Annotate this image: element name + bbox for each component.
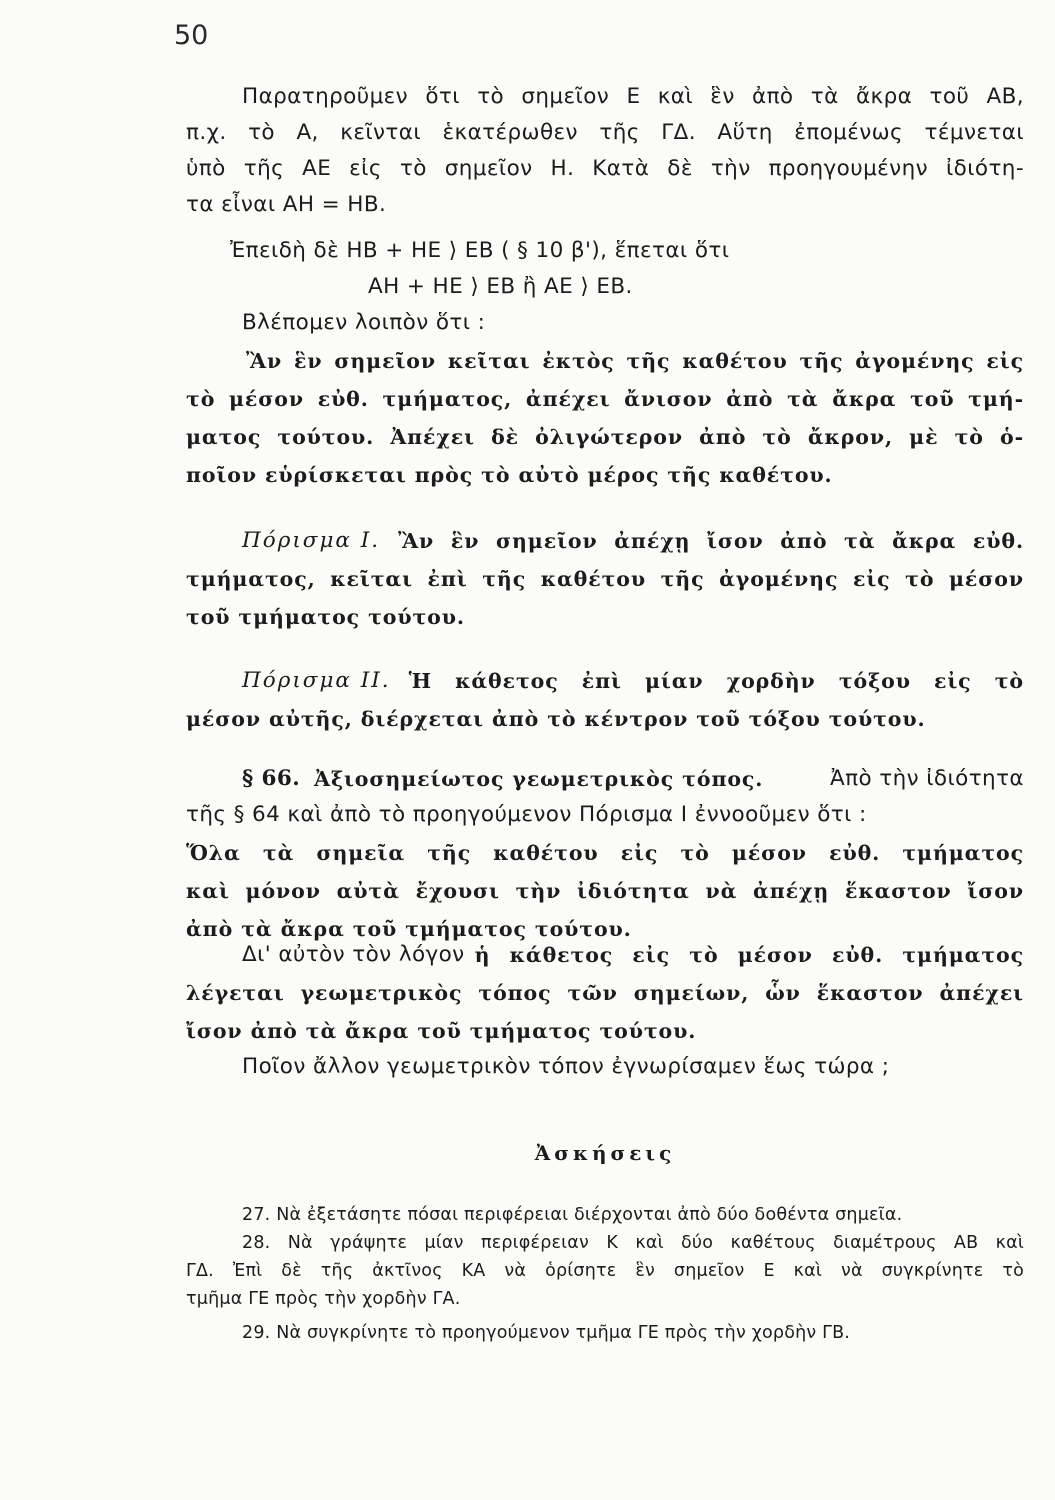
corollary-text: Ἂν ἓν σημεῖον ἀπέχῃ ἴσον ἀπὸ τὰ ἄκρα εὐθ. [398, 529, 1024, 553]
paragraph-line: τα εἶναι ΑΗ = ΗΒ. [186, 192, 387, 217]
section-title: Ἀξιοσημείωτος γεωμετρικὸς τόπος. [314, 767, 764, 791]
section-heading-line [242, 764, 1024, 794]
exercise-item: τμῆμα ΓΕ πρὸς τὴν χορδὴν ΓΑ. [186, 1289, 461, 1309]
exercise-item: 29. Νὰ συγκρίνητε τὸ προηγούμενον τμῆμα ΓΕ πρὸς τὴν χορδὴν ΓΒ. [242, 1323, 851, 1343]
corollary-label: Πόρισμα ΙΙ. [242, 668, 391, 693]
corollary-line: τμήματος, κεῖται ἐπὶ τῆς καθέτου τῆς ἀγομένης εἰς τὸ μέσον [186, 567, 1024, 591]
paragraph-line: π.χ. τὸ Α, κεῖνται ἑκατέρωθεν τῆς ΓΔ. Αὕτη ἐπομένως τέμνεται [186, 120, 1024, 145]
paragraph-line: Βλέπομεν λοιπὸν ὅτι : [242, 310, 486, 335]
corollary-line [242, 526, 1024, 556]
theorem-line: Ἂν ἓν σημεῖον κεῖται ἐκτὸς τῆς καθέτου τῆς ἀγομένης εἰς [246, 349, 1024, 373]
paragraph-line: Ἐπειδὴ δὲ ΗΒ + ΗΕ ⟩ ΕΒ ( § 10 β'), ἕπεται ὅτι [230, 238, 730, 263]
theorem-line: καὶ μόνον αὐτὰ ἔχουσι τὴν ἰδιότητα νὰ ἀπέχῃ ἕκαστον ἴσον [186, 879, 1024, 903]
paragraph-line: ὑπὸ τῆς ΑΕ εἰς τὸ σημεῖον Η. Κατὰ δὲ τὴν προηγουμένην ἰδιότη- [186, 156, 1024, 181]
exercise-item: 28. Νὰ γράψητε μίαν περιφέρειαν Κ καὶ δύο καθέτους διαμέτρους ΑΒ καὶ [242, 1233, 1024, 1253]
section-number: § 66. [242, 766, 301, 791]
page-number: 50 [174, 20, 209, 51]
theorem-line: ποῖον εὑρίσκεται πρὸς τὸ αὐτὸ μέρος τῆς καθέτου. [186, 463, 833, 487]
paragraph-line [242, 940, 1024, 970]
paragraph-text: Δι' αὐτὸν τὸν λόγον [242, 942, 465, 967]
paragraph-line: Ποῖον ἄλλον γεωμετρικὸν τόπον ἐγνωρίσαμεν ἕως τώρα ; [242, 1054, 890, 1079]
theorem-line: ἀπὸ τὰ ἄκρα τοῦ τμήματος τούτου. [186, 917, 632, 941]
exercises-heading: Ἀσκήσεις [534, 1141, 676, 1165]
theorem-line: λέγεται γεωμετρικὸς τόπος τῶν σημείων, ὧν ἕκαστον ἀπέχει [186, 981, 1024, 1005]
corollary-line: μέσον αὐτῆς, διέρχεται ἀπὸ τὸ κέντρον τοῦ τόξου τούτου. [186, 707, 926, 731]
section-text: Ἀπὸ τὴν ἰδιότητα [830, 766, 1024, 791]
theorem-line: ματος τούτου. Ἀπέχει δὲ ὀλιγώτερον ἀπὸ τὸ ἄκρον, μὲ τὸ ὁ- [186, 425, 1024, 449]
exercise-item: 27. Νὰ ἐξετάσητε πόσαι περιφέρειαι διέρχονται ἀπὸ δύο δοθέντα σημεῖα. [242, 1205, 903, 1225]
corollary-line: τοῦ τμήματος τούτου. [186, 605, 465, 629]
paragraph-line: τῆς § 64 καὶ ἀπὸ τὸ προηγούμενον Πόρισμα Ι ἐννοοῦμεν ὅτι : [186, 802, 867, 827]
theorem-line: ἴσον ἀπὸ τὰ ἄκρα τοῦ τμήματος τούτου. [186, 1019, 697, 1043]
theorem-line: Ὅλα τὰ σημεῖα τῆς καθέτου εἰς τὸ μέσον εὐθ. τμήματος [186, 841, 1024, 865]
exercise-item: ΓΔ. Ἐπὶ δὲ τῆς ἀκτῖνος ΚΑ νὰ ὁρίσητε ἓν σημεῖον Ε καὶ νὰ συγκρίνητε τὸ [186, 1261, 1024, 1281]
paragraph-line: Παρατηροῦμεν ὅτι τὸ σημεῖον Ε καὶ ἓν ἀπὸ τὰ ἄκρα τοῦ ΑΒ, [242, 84, 1024, 109]
theorem-line: τὸ μέσον εὐθ. τμήματος, ἀπέχει ἄνισον ἀπὸ τὰ ἄκρα τοῦ τμή- [186, 387, 1024, 411]
corollary-text: Ἡ κάθετος ἐπὶ μίαν χορδὴν τόξου εἰς τὸ [408, 669, 1024, 693]
corollary-line [242, 666, 1024, 696]
paragraph-bold-text: ἡ κάθετος εἰς τὸ μέσον εὐθ. τμήματος [474, 943, 1024, 967]
corollary-label: Πόρισμα Ι. [242, 528, 381, 553]
formula-line: ΑΗ + ΗΕ ⟩ ΕΒ ἢ ΑΕ ⟩ ΕΒ. [368, 274, 633, 299]
